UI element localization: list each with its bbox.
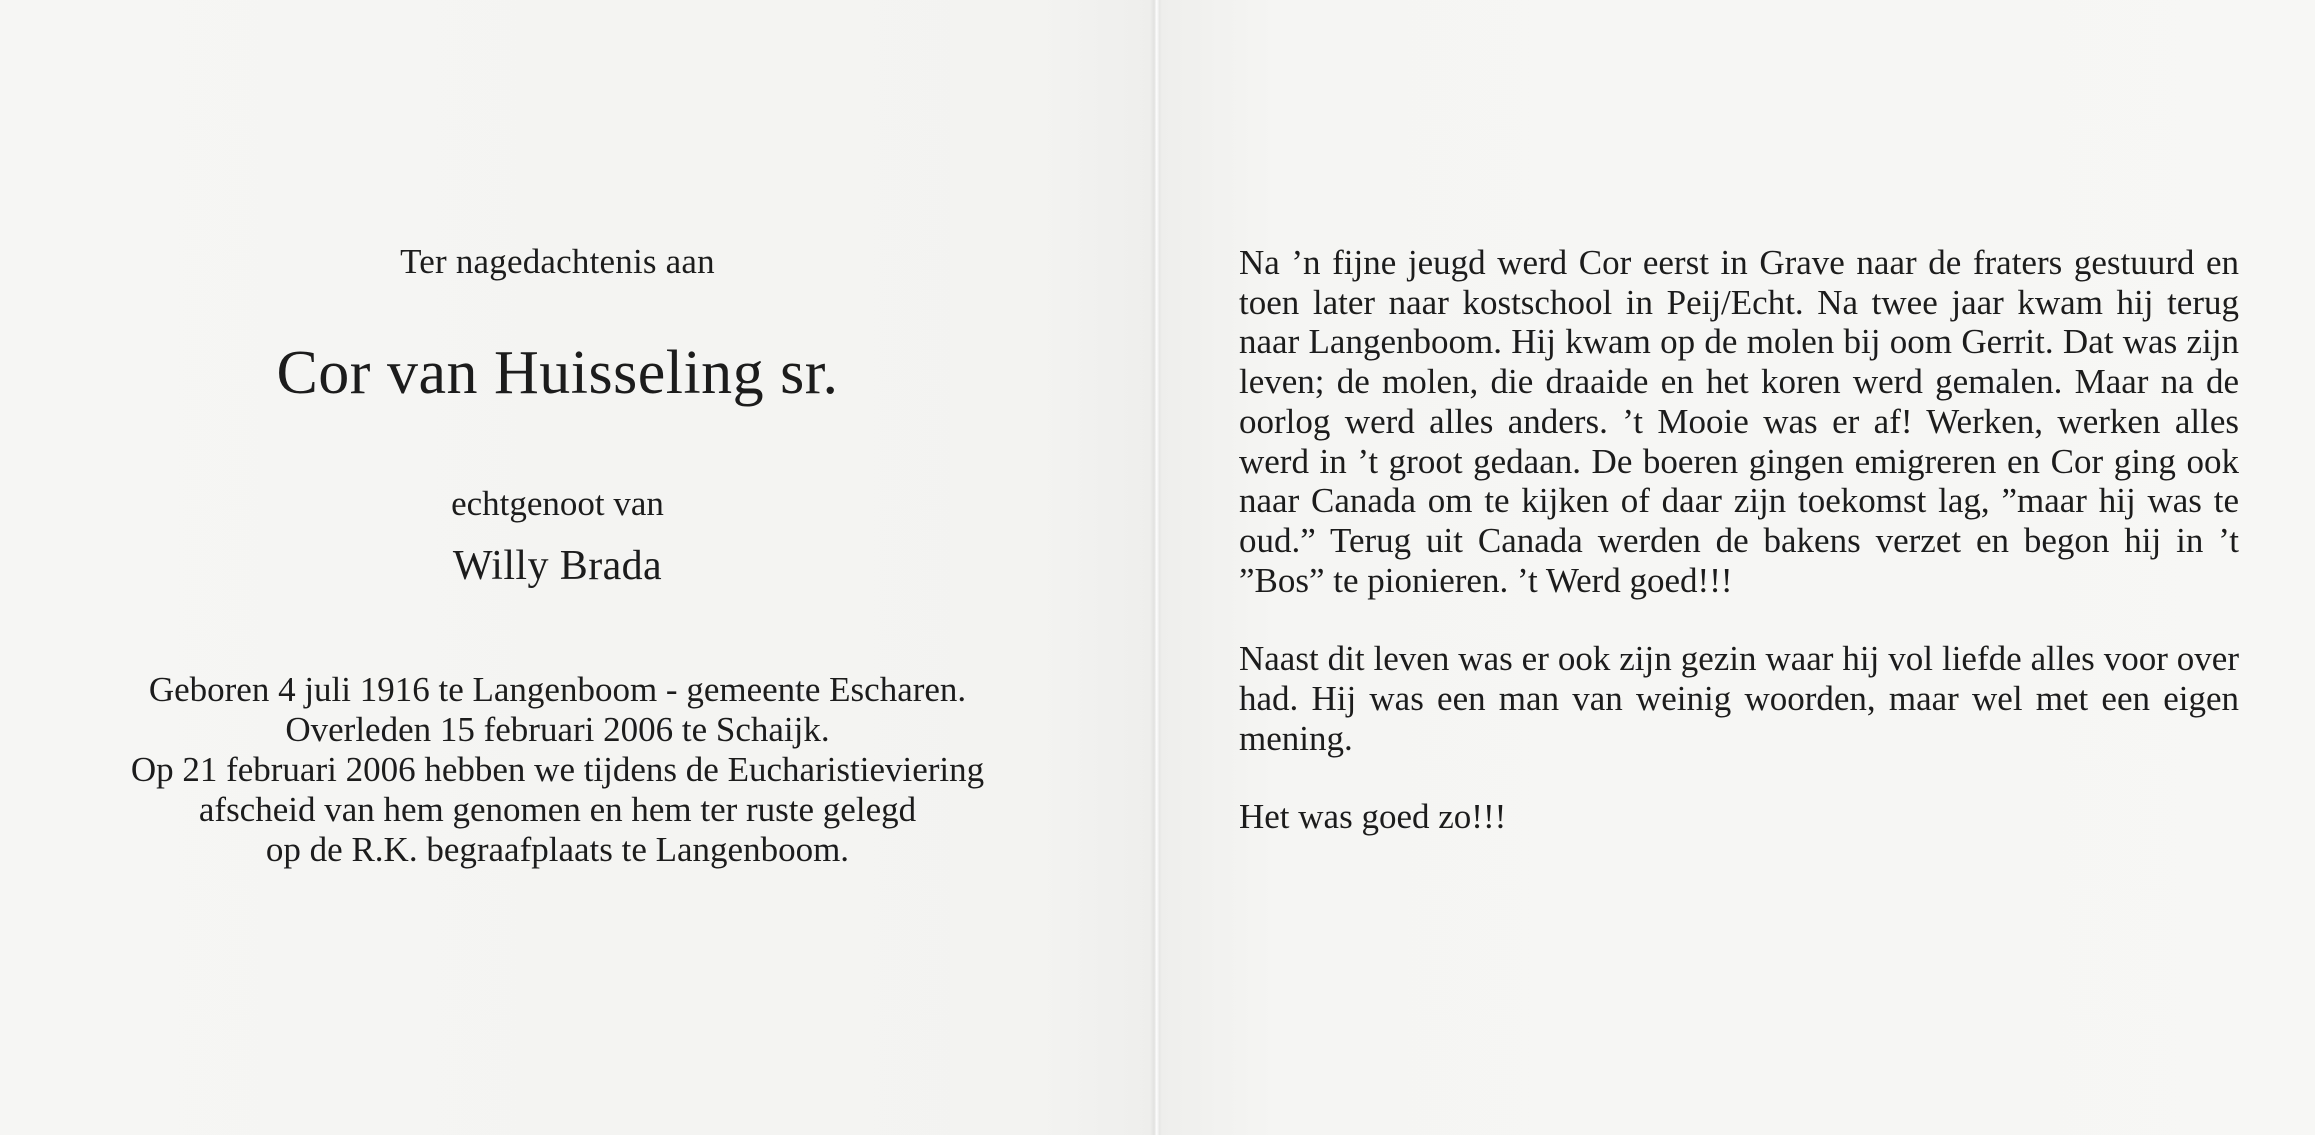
death-line: Overleden 15 februari 2006 te Schaijk. (285, 710, 830, 749)
left-page (0, 0, 1150, 1135)
biography-paragraph: Naast dit leven was er ook zijn gezin waar hij vol liefde alles voor over had. Hij was een man van weinig woorden, maar wel met een eigen mening. (1239, 639, 2239, 758)
deceased-name: Cor van Huisseling sr. (276, 339, 839, 407)
funeral-line-2: afscheid van hem genomen en hem ter ruste gelegd (198, 790, 917, 829)
spouse-name: Willy Brada (452, 543, 663, 589)
funeral-line-1: Op 21 februari 2006 hebben we tijdens de Eucharistieviering (130, 750, 985, 789)
funeral-line-3: op de R.K. begraafplaats te Langenboom. (265, 830, 850, 869)
right-page (1165, 0, 2315, 1135)
life-facts (0, 670, 1115, 870)
biography (1239, 243, 2239, 837)
biography-paragraph: Na ’n fijne jeugd werd Cor eerst in Grave naar de fraters gestuurd en toen later naar kostschool in Peij/Echt. Na twee jaar kwam hij terug naar Langenboom. Hij kwam op de molen bij oom Gerrit. Dat was zijn leven; de molen, die draaide en het koren werd gemalen. Maar na de oorlog werd alles anders. ’t Mooie was er af! Werken, werken alles werd in ’t groot gedaan. De boeren gingen emigreren en Cor ging ook naar Canada om te kijken of daar zijn toekomst lag, ”maar hij was te oud.” Terug uit Canada werden de bakens verzet en begon hij in ’t ”Bos” te pionieren. ’t Werd goed!!! (1239, 243, 2239, 600)
spouse-intro: echtgenoot van (451, 484, 664, 523)
card-fold (1150, 0, 1162, 1135)
memorial-intro: Ter nagedachtenis aan (400, 242, 715, 281)
closing-line: Het was goed zo!!! (1239, 797, 1507, 837)
birth-line: Geboren 4 juli 1916 te Langenboom - gemeente Escharen. (148, 670, 967, 709)
